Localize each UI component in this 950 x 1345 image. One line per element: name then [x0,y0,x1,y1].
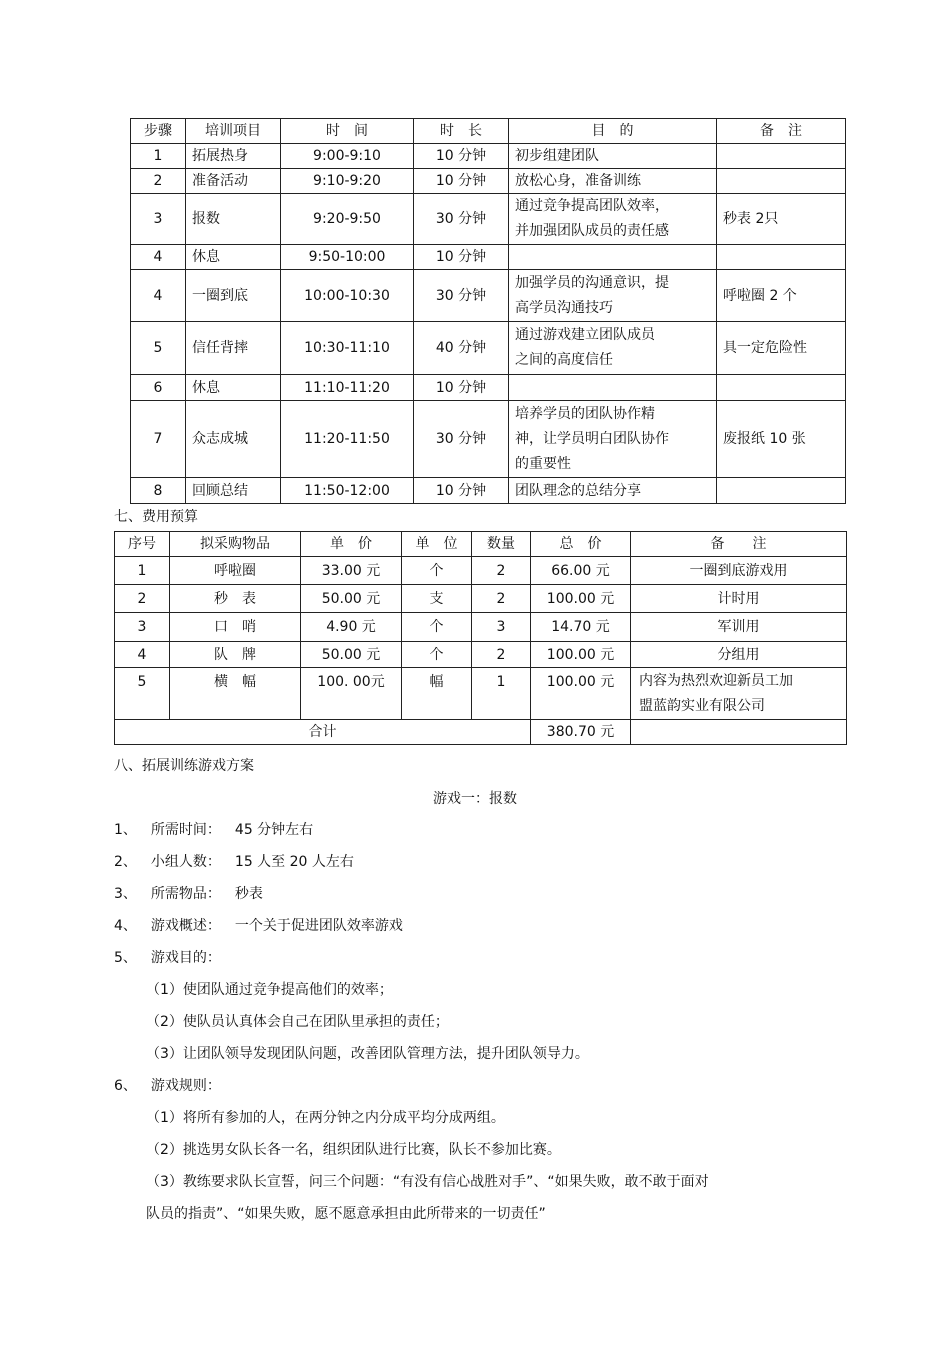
item-label: 小组人数： [150,854,221,870]
time-cell: 10:30-11:10 [281,322,414,375]
total-cell: 14.70 元 [531,613,631,642]
item-cell: 秒 表 [170,585,301,613]
step-cell: 4 [131,270,186,322]
qty-cell: 2 [472,585,531,613]
note-cell [717,478,846,504]
note-cell: 内容为热烈欢迎新员工加 盟蓝韵实业有限公司 [631,668,847,720]
table-row [131,375,846,401]
time-cell: 11:20-11:50 [281,401,414,478]
item-number: 2、 [114,854,137,870]
item-number: 5、 [114,950,137,966]
note-cell: 计时用 [631,585,847,613]
note-cell [717,375,846,401]
item-cell: 呼啦圈 [170,557,301,585]
no-cell: 4 [115,642,170,668]
list-item [114,884,263,904]
header-no: 序号 [115,532,170,557]
item-number: 4、 [114,918,137,934]
list-item [114,820,313,840]
budget-table [114,531,847,745]
list-item: （1）使团队通过竞争提高他们的效率； [146,982,393,998]
header-note: 备 注 [717,119,846,144]
time-cell: 9:00-9:10 [281,144,414,169]
game-title: 游戏一：报数 [433,791,517,807]
total-cell: 100.00 元 [531,642,631,668]
unit-cell: 支 [402,585,472,613]
item-label: 游戏规则： [150,1078,221,1094]
step-cell: 4 [131,245,186,270]
header-purpose: 目 的 [509,119,717,144]
header-time: 时 间 [281,119,414,144]
table-row [131,169,846,194]
list-item: （2）挑选男女队长各一名，组织团队进行比赛，队长不参加比赛。 [146,1142,561,1158]
header-item: 培训项目 [186,119,281,144]
time-cell: 9:10-9:20 [281,169,414,194]
item-cell: 回顾总结 [186,478,281,504]
duration-cell: 30 分钟 [414,194,509,245]
qty-cell: 2 [472,642,531,668]
section-title-games: 八、拓展训练游戏方案 [114,758,254,774]
time-cell: 9:20-9:50 [281,194,414,245]
step-cell: 1 [131,144,186,169]
purpose-cell: 团队理念的总结分享 [509,478,717,504]
item-number: 1、 [114,822,137,838]
no-cell: 2 [115,585,170,613]
table-row [131,245,846,270]
item-cell: 队 牌 [170,642,301,668]
duration-cell: 10 分钟 [414,144,509,169]
note-cell: 秒表 2只 [717,194,846,245]
list-item [114,916,403,936]
duration-cell: 30 分钟 [414,401,509,478]
unit-cell: 个 [402,613,472,642]
note-cell: 废报纸 10 张 [717,401,846,478]
header-unit: 单 位 [402,532,472,557]
qty-cell: 3 [472,613,531,642]
list-item [114,948,221,968]
time-cell: 11:50-12:00 [281,478,414,504]
list-item: （3）让团队领导发现团队问题，改善团队管理方法，提升团队领导力。 [146,1046,589,1062]
step-cell: 8 [131,478,186,504]
no-cell: 1 [115,557,170,585]
item-cell: 休息 [186,245,281,270]
table-row [131,478,846,504]
purpose-cell [509,375,717,401]
purpose-cell: 放松心身，准备训练 [509,169,717,194]
step-cell: 6 [131,375,186,401]
note-cell: 呼啦圈 2 个 [717,270,846,322]
list-item: （1）将所有参加的人，在两分钟之内分成平均分成两组。 [146,1110,505,1126]
table-row [115,613,847,642]
header-item: 拟采购物品 [170,532,301,557]
item-label: 游戏概述： [150,918,221,934]
total-value: 380.70 元 [531,720,631,745]
purpose-cell: 加强学员的沟通意识，提 高学员沟通技巧 [509,270,717,322]
table-row [131,270,846,322]
item-cell: 信任背摔 [186,322,281,375]
purpose-cell: 培养学员的团队协作精 神，让学员明白团队协作 的重要性 [509,401,717,478]
list-item: （3）教练要求队长宣誓，问三个问题：“有没有信心战胜对手”、“如果失败，敢不敢于面对 [146,1174,709,1190]
total-cell: 66.00 元 [531,557,631,585]
item-cell: 口 哨 [170,613,301,642]
table-row [131,194,846,245]
purpose-cell: 初步组建团队 [509,144,717,169]
step-cell: 2 [131,169,186,194]
item-label: 所需时间： [150,822,221,838]
header-price: 单 价 [301,532,402,557]
header-total: 总 价 [531,532,631,557]
table-row [115,585,847,613]
schedule-table [130,118,846,504]
table-row [115,557,847,585]
duration-cell: 10 分钟 [414,375,509,401]
header-duration: 时 长 [414,119,509,144]
note-cell: 一圈到底游戏用 [631,557,847,585]
item-value: 45 分钟左右 [234,822,314,838]
table-row [131,144,846,169]
total-row [115,720,847,745]
total-label: 合计 [115,720,531,745]
item-cell: 报数 [186,194,281,245]
time-cell: 9:50-10:00 [281,245,414,270]
header-step: 步骤 [131,119,186,144]
unit-cell: 个 [402,642,472,668]
price-cell: 33.00 元 [301,557,402,585]
price-cell: 100. 00元 [301,668,402,720]
list-item: （2）使队员认真体会自己在团队里承担的责任； [146,1014,449,1030]
item-value: 一个关于促进团队效率游戏 [234,918,403,934]
item-value: 15 人至 20 人左右 [234,854,354,870]
duration-cell: 40 分钟 [414,322,509,375]
note-cell [717,169,846,194]
list-item [114,852,354,872]
total-cell: 100.00 元 [531,585,631,613]
purpose-cell [509,245,717,270]
time-cell: 10:00-10:30 [281,270,414,322]
item-label: 所需物品： [150,886,221,902]
price-cell: 50.00 元 [301,642,402,668]
step-cell: 7 [131,401,186,478]
unit-cell: 个 [402,557,472,585]
duration-cell: 10 分钟 [414,478,509,504]
item-cell: 拓展热身 [186,144,281,169]
item-cell: 横 幅 [170,668,301,720]
duration-cell: 10 分钟 [414,169,509,194]
rules-heading [114,1076,221,1096]
header-note: 备 注 [631,532,847,557]
price-cell: 4.90 元 [301,613,402,642]
table-row [131,401,846,478]
budget-header-row [115,532,847,557]
schedule-header-row [131,119,846,144]
purpose-cell: 通过游戏建立团队成员 之间的高度信任 [509,322,717,375]
step-cell: 3 [131,194,186,245]
purpose-cell: 通过竞争提高团队效率， 并加强团队成员的责任感 [509,194,717,245]
duration-cell: 10 分钟 [414,245,509,270]
note-cell: 分组用 [631,642,847,668]
step-cell: 5 [131,322,186,375]
item-cell: 一圈到底 [186,270,281,322]
table-row [115,668,847,720]
section-title-budget: 七、费用预算 [114,509,198,525]
note-cell: 军训用 [631,613,847,642]
unit-cell: 幅 [402,668,472,720]
item-cell: 众志成城 [186,401,281,478]
time-cell: 11:10-11:20 [281,375,414,401]
item-value: 秒表 [234,886,263,902]
qty-cell: 2 [472,557,531,585]
item-number: 3、 [114,886,137,902]
list-item: 队员的指责”、“如果失败，愿不愿意承担由此所带来的一切责任” [146,1206,546,1222]
duration-cell: 30 分钟 [414,270,509,322]
note-cell: 具一定危险性 [717,322,846,375]
item-label: 游戏目的： [150,950,221,966]
note-cell [717,144,846,169]
no-cell: 5 [115,668,170,720]
item-number: 6、 [114,1078,137,1094]
qty-cell: 1 [472,668,531,720]
table-row [115,642,847,668]
no-cell: 3 [115,613,170,642]
item-cell: 休息 [186,375,281,401]
total-cell: 100.00 元 [531,668,631,720]
header-qty: 数量 [472,532,531,557]
item-cell: 准备活动 [186,169,281,194]
note-cell [717,245,846,270]
total-note-cell [631,720,847,745]
price-cell: 50.00 元 [301,585,402,613]
table-row [131,322,846,375]
